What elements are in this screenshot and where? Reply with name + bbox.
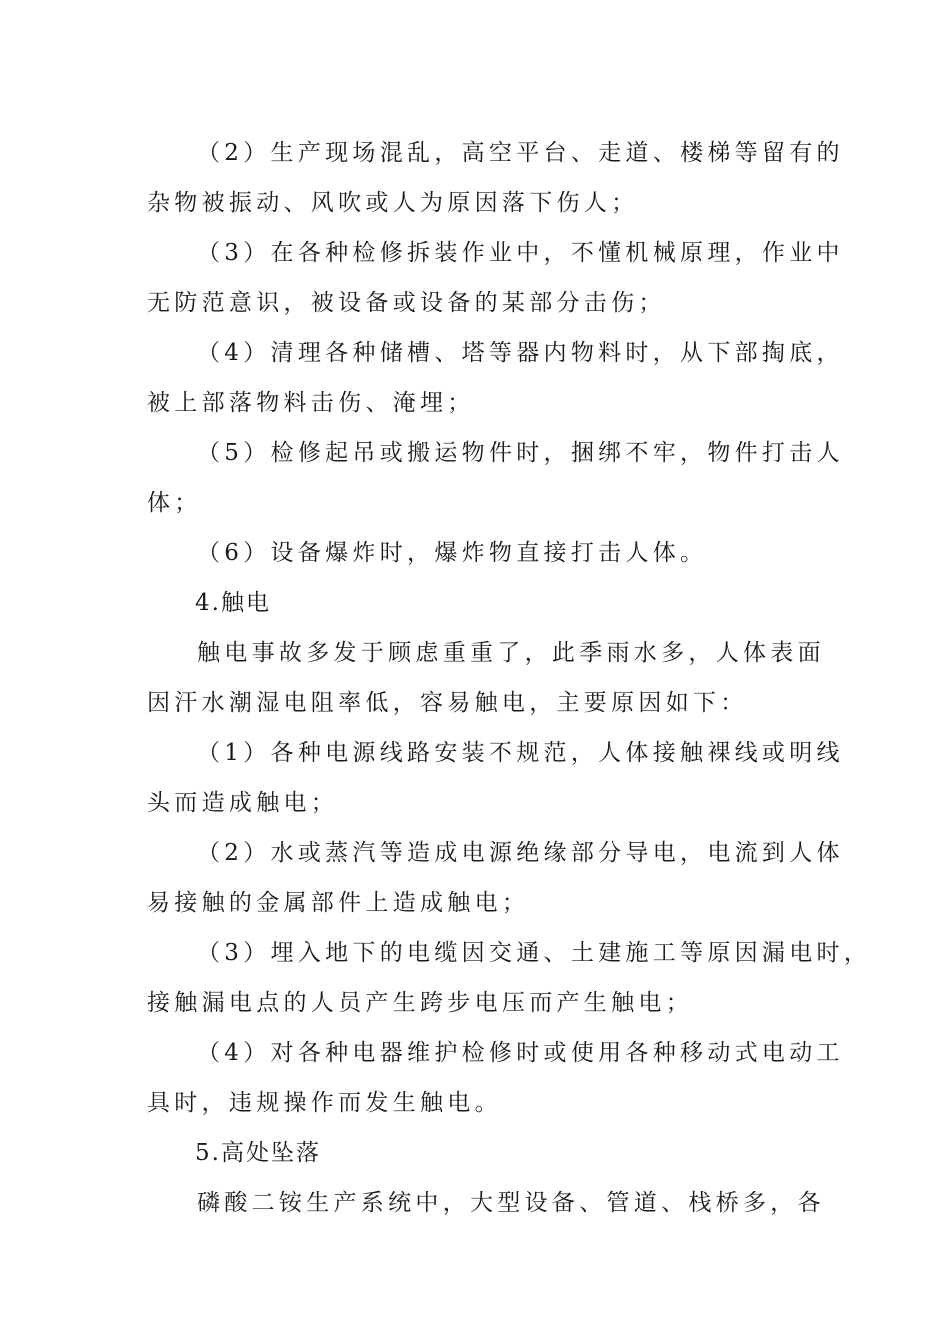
paragraph-line: （4）对各种电器维护检修时或使用各种移动式电动工: [197, 1040, 844, 1066]
paragraph-line: （5）检修起吊或搬运物件时，捆绑不牢，物件打击人: [197, 440, 844, 466]
paragraph-line: 触电事故多发于顾虑重重了，此季雨水多，人体表面: [197, 640, 825, 666]
paragraph-line: 头而造成触电；: [147, 790, 339, 816]
paragraph-line: （1）各种电源线路安装不规范，人体接触裸线或明线: [197, 740, 844, 766]
paragraph-line: 无防范意识，被设备或设备的某部分击伤；: [147, 290, 666, 316]
section-heading: 4.触电: [195, 590, 271, 616]
paragraph-line: 易接触的金属部件上造成触电；: [147, 890, 530, 916]
paragraph-line: 杂物被振动、风吹或人为原因落下伤人；: [147, 190, 639, 216]
paragraph-line: 具时，违规操作而发生触电。: [147, 1090, 502, 1116]
paragraph-line: 被上部落物料击伤、淹埋；: [147, 390, 475, 416]
document-body: [147, 128, 872, 1228]
paragraph-line: 磷酸二铵生产系统中，大型设备、管道、栈桥多，各: [197, 1190, 825, 1216]
paragraph-line: （2）生产现场混乱，高空平台、走道、楼梯等留有的: [197, 140, 844, 166]
paragraph-line: （3）在各种检修拆装作业中，不懂机械原理，作业中: [197, 240, 844, 266]
paragraph-line: 接触漏电点的人员产生跨步电压而产生触电；: [147, 990, 693, 1016]
paragraph-line: 体；: [147, 490, 202, 516]
paragraph-line: （6）设备爆炸时，爆炸物直接打击人体。: [197, 540, 708, 566]
paragraph-line: （3）埋入地下的电缆因交通、土建施工等原因漏电时，: [197, 940, 872, 966]
section-heading: 5.高处坠落: [195, 1140, 321, 1166]
paragraph-line: 因汗水潮湿电阻率低，容易触电，主要原因如下：: [147, 690, 748, 716]
paragraph-line: （4）清理各种储槽、塔等器内物料时，从下部掏底，: [197, 340, 844, 366]
paragraph-line: （2）水或蒸汽等造成电源绝缘部分导电，电流到人体: [197, 840, 844, 866]
